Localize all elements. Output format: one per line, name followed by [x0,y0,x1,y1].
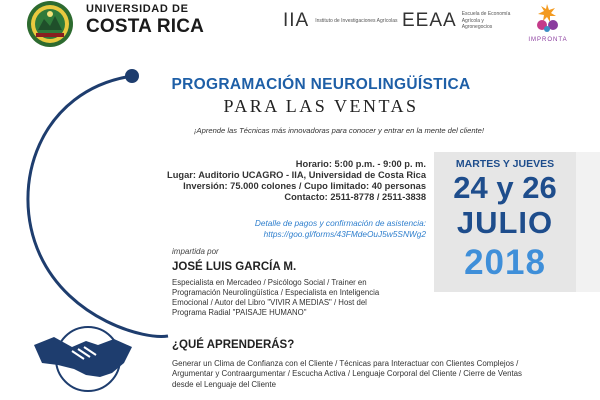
detail-inversion: Inversión: 75.000 colones / Cupo limitado: 40 personas [183,181,426,191]
date-side-bar [576,152,600,292]
learn-heading: ¿QUÉ APRENDERÁS? [172,339,295,351]
date-year: 2018 [464,243,546,282]
eeaa-desc: Escuela de Economía Agrícola y Agronegocios [461,11,511,31]
tagline: ¡Aprende las Técnicas más innovadoras para conocer y entrar en la mente del cliente! [194,126,484,135]
title-subtitle: PARA LAS VENTAS [223,96,419,116]
eeaa-code: EEAA [402,10,457,31]
handshake-icon [28,315,134,393]
curve-dot [125,69,139,83]
ucr-wordmark [86,4,204,36]
event-details [160,159,426,203]
speaker-bio: Especialista en Mercadeo / Psicólogo Social / Trainer en Programación Neurolingüística / Especialista en Inteligencia Emocional / Autor del Libro "VIVIR A MEDIAS" / Host del Programa Radial "PAISAJE HUMANO" [172,278,380,317]
ucr-seal-icon [24,0,76,50]
detail-lugar: Lugar: Auditorio UCAGRO - IIA, Universidad de Costa Rica [167,170,426,180]
learn-text: Generar un Clima de Confianza con el Cliente / Técnicas para Interactuar con Clientes Complejos / Argumentar y Contraargumentar / Escucha Activa / Lenguaje Corporal del Cliente / Cierre de Ventas desde el Lenguaje del Cliente [172,359,523,389]
payment-link[interactable]: https://goo.gl/forms/43FMdeOuJ5w5SNWg2 [263,229,426,239]
payment-text: Detalle de pagos y confirmación de asistencia: [254,218,426,228]
ucr-line1: UNIVERSIDAD DE [86,3,189,15]
speaker-intro: impartida por [172,247,219,256]
iia-logo [283,10,405,32]
header-logos [0,0,600,52]
iia-code: IIA [283,10,310,31]
impronta-label: IMPRONTA [528,37,568,43]
payment-info [160,218,426,240]
eeaa-logo [402,10,514,32]
impronta-logo-icon [531,2,565,34]
title-main: PROGRAMACIÓN NEUROLINGÜÍSTICA [171,76,471,93]
impronta-logo [518,2,578,43]
date-month: JULIO [456,205,554,240]
date-days: MARTES Y JUEVES [455,158,555,170]
date-numbers: 24 y 26 [453,170,557,205]
iia-desc: Instituto de Investigaciones Agrícolas [315,17,398,24]
detail-horario: Horario: 5:00 p.m. - 9:00 p. m. [295,159,426,169]
ucr-line2: COSTA RICA [86,16,205,37]
detail-contacto: Contacto: 2511-8778 / 2511-3838 [284,192,426,202]
speaker-name: JOSÉ LUIS GARCÍA M. [172,261,297,273]
